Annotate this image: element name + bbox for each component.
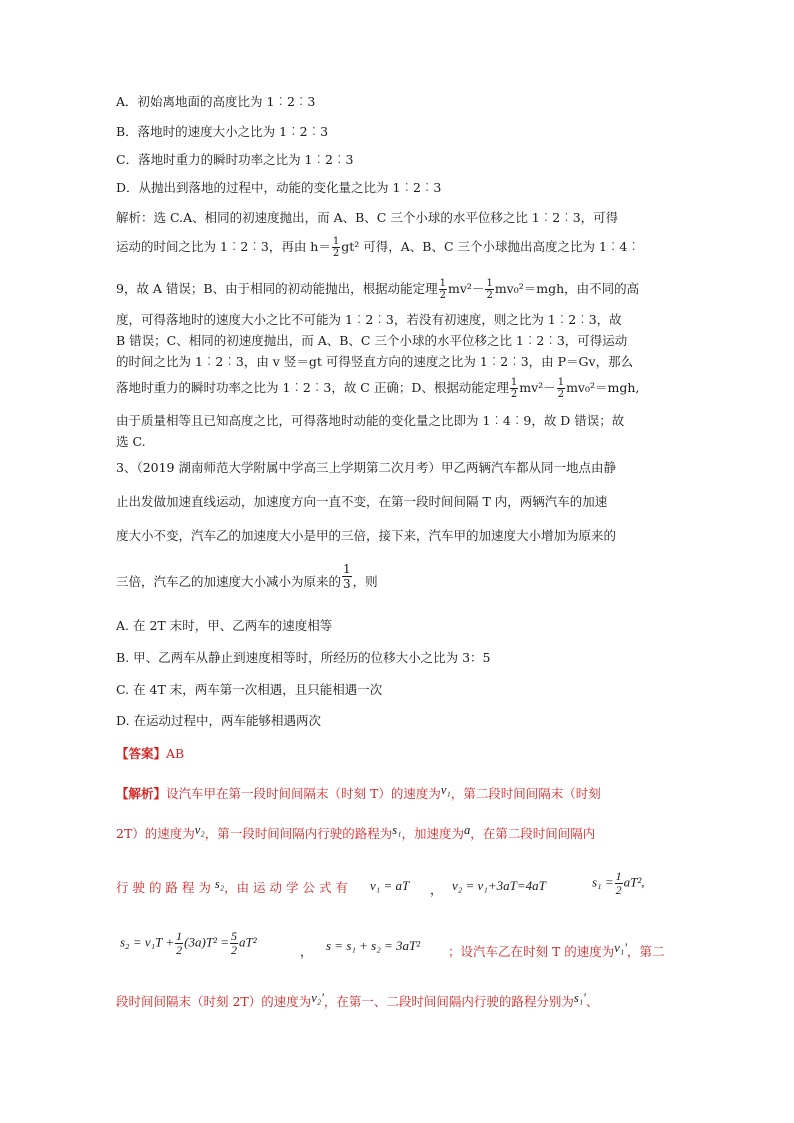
question-line: 度大小不变，汽车乙的加速度大小是甲的三倍，接下来，汽车甲的加速度大小增加为原来的	[116, 528, 617, 543]
solution-text: ；设汽车乙在时刻 T 的速度为	[448, 944, 615, 959]
analysis-text: 运动的时间之比为 1︰2︰3，再由 h＝	[116, 239, 331, 254]
fraction: $\frac{1}{2}$	[557, 377, 565, 400]
option-d: D．从抛出到落地的过程中，动能的变化量之比为 1︰2︰3	[116, 180, 442, 195]
analysis-line: 的时间之比为 1︰2︰3，由 v 竖＝gt 可得竖直方向的速度之比为 1︰2︰3，由 P＝Gv，那么	[116, 354, 634, 369]
fraction-one-third: $\frac{1}{3}$	[343, 562, 351, 591]
analysis-text: 落地时重力的瞬时功率之比为 1︰2︰3，故 C 正确；D、根据动能定理	[116, 380, 509, 395]
question-line: 3、（2019 湖南师范大学附属中学高三上学期第二次月考）甲乙两辆汽车都从同一地点由静	[116, 460, 616, 475]
question-line	[116, 562, 378, 597]
fraction: $\frac{1}{2}$	[486, 278, 493, 301]
symbol-v1: v₁	[440, 783, 451, 797]
solution-line	[116, 877, 348, 896]
fraction-half: $\frac{1}{2}$	[615, 869, 622, 897]
symbol-s1-prime: s₁′	[573, 991, 586, 1005]
fraction: $\frac{1}{2}$	[332, 236, 340, 259]
option-d: D. 在运动过程中，两车能够相遇两次	[116, 713, 322, 728]
symbol-a: a	[463, 823, 471, 837]
solution-text: 段时间间隔末（时刻 2T）的速度为	[116, 994, 312, 1009]
solution-text: 2T）的速度为	[116, 826, 195, 841]
analysis-text: mv²－	[448, 281, 485, 296]
solution-text: ，在第一、二段时间间隔内行驶的路程分别为	[323, 994, 574, 1009]
fraction: $\frac{1}{2}$	[510, 377, 518, 400]
comma: ，	[300, 944, 313, 959]
analysis-text: 9，故 A 错误；B、由于相同的初动能抛出，根据动能定理	[116, 281, 438, 296]
solution-line	[116, 783, 601, 802]
analysis-text: mv²－	[519, 380, 556, 395]
analysis-text: mv₀²＝mgh，由不同的高	[494, 281, 640, 296]
analysis-text: mv₀²＝mgh,	[566, 380, 640, 395]
symbol-v2-prime: v₂′	[311, 991, 324, 1005]
solution-text: ，加速度为	[401, 826, 464, 841]
symbol-s2: s₂	[214, 877, 225, 891]
question-line: 止出发做加速直线运动，加速度方向一直不变，在第一段时间间隔 T 内，两辆汽车的加速	[116, 494, 608, 509]
option-a: A. 在 2T 末时，甲、乙两车的速度相等	[116, 618, 333, 633]
solution-text: ，由 运 动 学 公 式 有	[224, 880, 348, 895]
answer-line	[116, 746, 184, 762]
option-a: A．初始离地面的高度比为 1︰2︰3	[116, 94, 316, 109]
solution-text: ，在第二段时间间隔内	[470, 826, 596, 841]
answer-label: 【答案】	[116, 746, 167, 761]
question-text: 三倍，汽车乙的加速度大小减小为原来的	[116, 574, 342, 589]
analysis-line: 解析：选 C.A、相同的初速度抛出，而 A、B、C 三个小球的水平位移之比 1︰2︰3，可得	[116, 210, 619, 225]
solution-text: ，第二段时间间隔末（时刻	[450, 786, 601, 801]
equation-s1: s₁ = $\frac{1}{2}$ aT²,	[592, 869, 645, 897]
symbol-s1: s₁	[392, 823, 402, 837]
analysis-text: gt² 可得，A、B、C 三个小球抛出高度之比为 1︰4︰	[341, 239, 640, 254]
solution-line	[116, 823, 596, 842]
equation-v1: v₁ = aT	[370, 878, 410, 893]
analysis-line	[116, 236, 640, 259]
analysis-line: 选 C.	[116, 434, 146, 449]
analysis-line	[116, 278, 639, 301]
solution-text: 、	[585, 994, 599, 1009]
option-b: B．落地时的速度大小之比为 1︰2︰3	[116, 124, 329, 139]
solution-line	[116, 991, 599, 1010]
option-b: B. 甲、乙两车从静止到速度相等时，所经历的位移大小之比为 3：5	[116, 650, 491, 665]
equation-v2: v₂ = v₁+3aT=4aT	[452, 878, 546, 893]
analysis-line: 由于质量相等且已知高度之比，可得落地时动能的变化量之比即为 1︰4︰9，故 D 错误；故	[116, 413, 625, 428]
equation-s: s = s₁ + s₂ = 3aT²	[326, 938, 421, 953]
solution-text: ，第二	[626, 944, 665, 959]
solution-line	[448, 941, 665, 960]
option-c: C. 在 4T 末，两车第一次相遇，且只能相遇一次	[116, 682, 383, 697]
fraction-five-halves: $\frac{5}{2}$	[230, 929, 237, 957]
solution-text: 设汽车甲在第一段时间间隔末（时刻 T）的速度为	[166, 786, 441, 801]
analysis-line: 度，可得落地时的速度大小之比不可能为 1︰2︰3，若没有初速度，则之比为 1︰2︰3，故	[116, 312, 622, 327]
fraction-half: $\frac{1}{2}$	[176, 929, 183, 957]
comma: ，	[430, 882, 443, 897]
question-text: ，则	[352, 574, 378, 589]
equation-s2: s₂ = v₁T + $\frac{1}{2}$ (3a)T² = $\frac{5}{2}$ aT²	[120, 929, 257, 957]
analysis-line	[116, 377, 639, 400]
option-c: C．落地时重力的瞬时功率之比为 1︰2︰3	[116, 152, 354, 167]
solution-label: 【解析】	[116, 786, 167, 801]
answer-value: AB	[166, 746, 185, 761]
solution-text: 行 驶 的 路 程 为	[116, 880, 211, 895]
analysis-line: B 错误；C、相同的初速度抛出，而 A、B、C 三个小球的水平位移之比 1︰2︰3，可得运动	[116, 333, 628, 348]
solution-text: ，第一段时间间隔内行驶的路程为	[204, 826, 393, 841]
symbol-v1-prime: v₁′	[614, 941, 627, 955]
fraction: $\frac{1}{2}$	[439, 278, 446, 301]
symbol-v2: v₂	[194, 823, 205, 837]
